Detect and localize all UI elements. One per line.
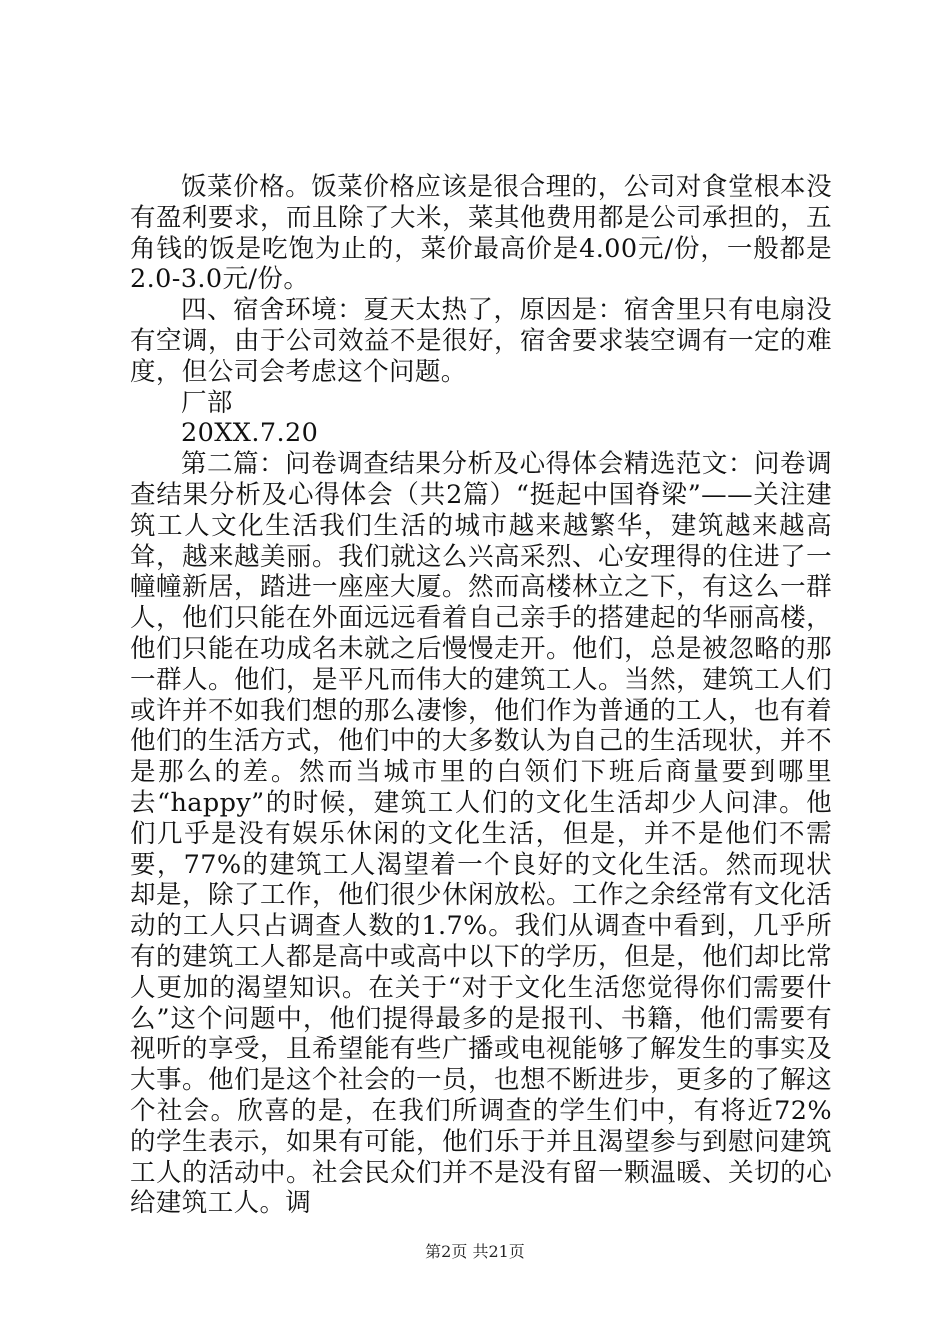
paragraph-food-prices: 饭菜价格。饭菜价格应该是很合理的，公司对食堂根本没有盈利要求，而且除了大米，菜其他费用都是公司承担的，五角钱的饭是吃饱为止的，菜价最高价是4.00元/份，一般都是2.0-3.0元/份。 [130, 172, 832, 295]
paragraph-second-article: 第二篇：问卷调查结果分析及心得体会精选范文：问卷调查结果分析及心得体会（共2篇）“挺起中国脊梁”——关注建筑工人文化生活我们生活的城市越来越繁华，建筑越来越高耸，越来越美丽。我们就这么兴高采烈、心安理得的住进了一幢幢新居，踏进一座座大厦。然而高楼林立之下，有这么一群人，他们只能在外面远远看着自己亲手的搭建起的华丽高楼，他们只能在功成名未就之后慢慢走开。他们，总是被忽略的那一群人。他们，是平凡而伟大的建筑工人。当然，建筑工人们或许并不如我们想的那么凄惨，他们作为普通的工人，也有着他们的生活方式，他们中的大多数认为自己的生活现状，并不是那么的差。然而当城市里的白领们下班后商量要到哪里去“happy”的时候，建筑工人们的文化生活却少人问津。他们几乎是没有娱乐休闲的文化生活，但是，并不是他们不需要，77%的建筑工人渴望着一个良好的文化生活。然而现状却是，除了工作，他们很少休闲放松。工作之余经常有文化活动的工人只占调查人数的1.7%。我们从调查中看到，几乎所有的建筑工人都是高中或高中以下的学历，但是，他们却比常人更加的渴望知识。在关于“对于文化生活您觉得你们需要什么”这个问题中，他们提得最多的是报刊、书籍，他们需要有视听的享受，且希望能有些广播或电视能够了解发生的事实及大事。他们是这个社会的一员，也想不断进步，更多的了解这个社会。欣喜的是，在我们所调查的学生们中，有将近72%的学生表示，如果有可能，他们乐于并且渴望参与到慰问建筑工人的活动中。社会民众们并不是没有留一颗温暖、关切的心给建筑工人。调 [130, 449, 832, 1219]
page-footer: 第2页 共21页 [425, 1242, 525, 1261]
signature-date: 20XX.7.20 [181, 418, 319, 449]
paragraph-dormitory: 四、宿舍环境：夏天太热了，原因是：宿舍里只有电扇没有空调，由于公司效益不是很好，宿舍要求装空调有一定的难度，但公司会考虑这个问题。 [130, 295, 832, 387]
document-body [130, 172, 832, 1219]
signature-department: 厂部 [181, 387, 233, 418]
